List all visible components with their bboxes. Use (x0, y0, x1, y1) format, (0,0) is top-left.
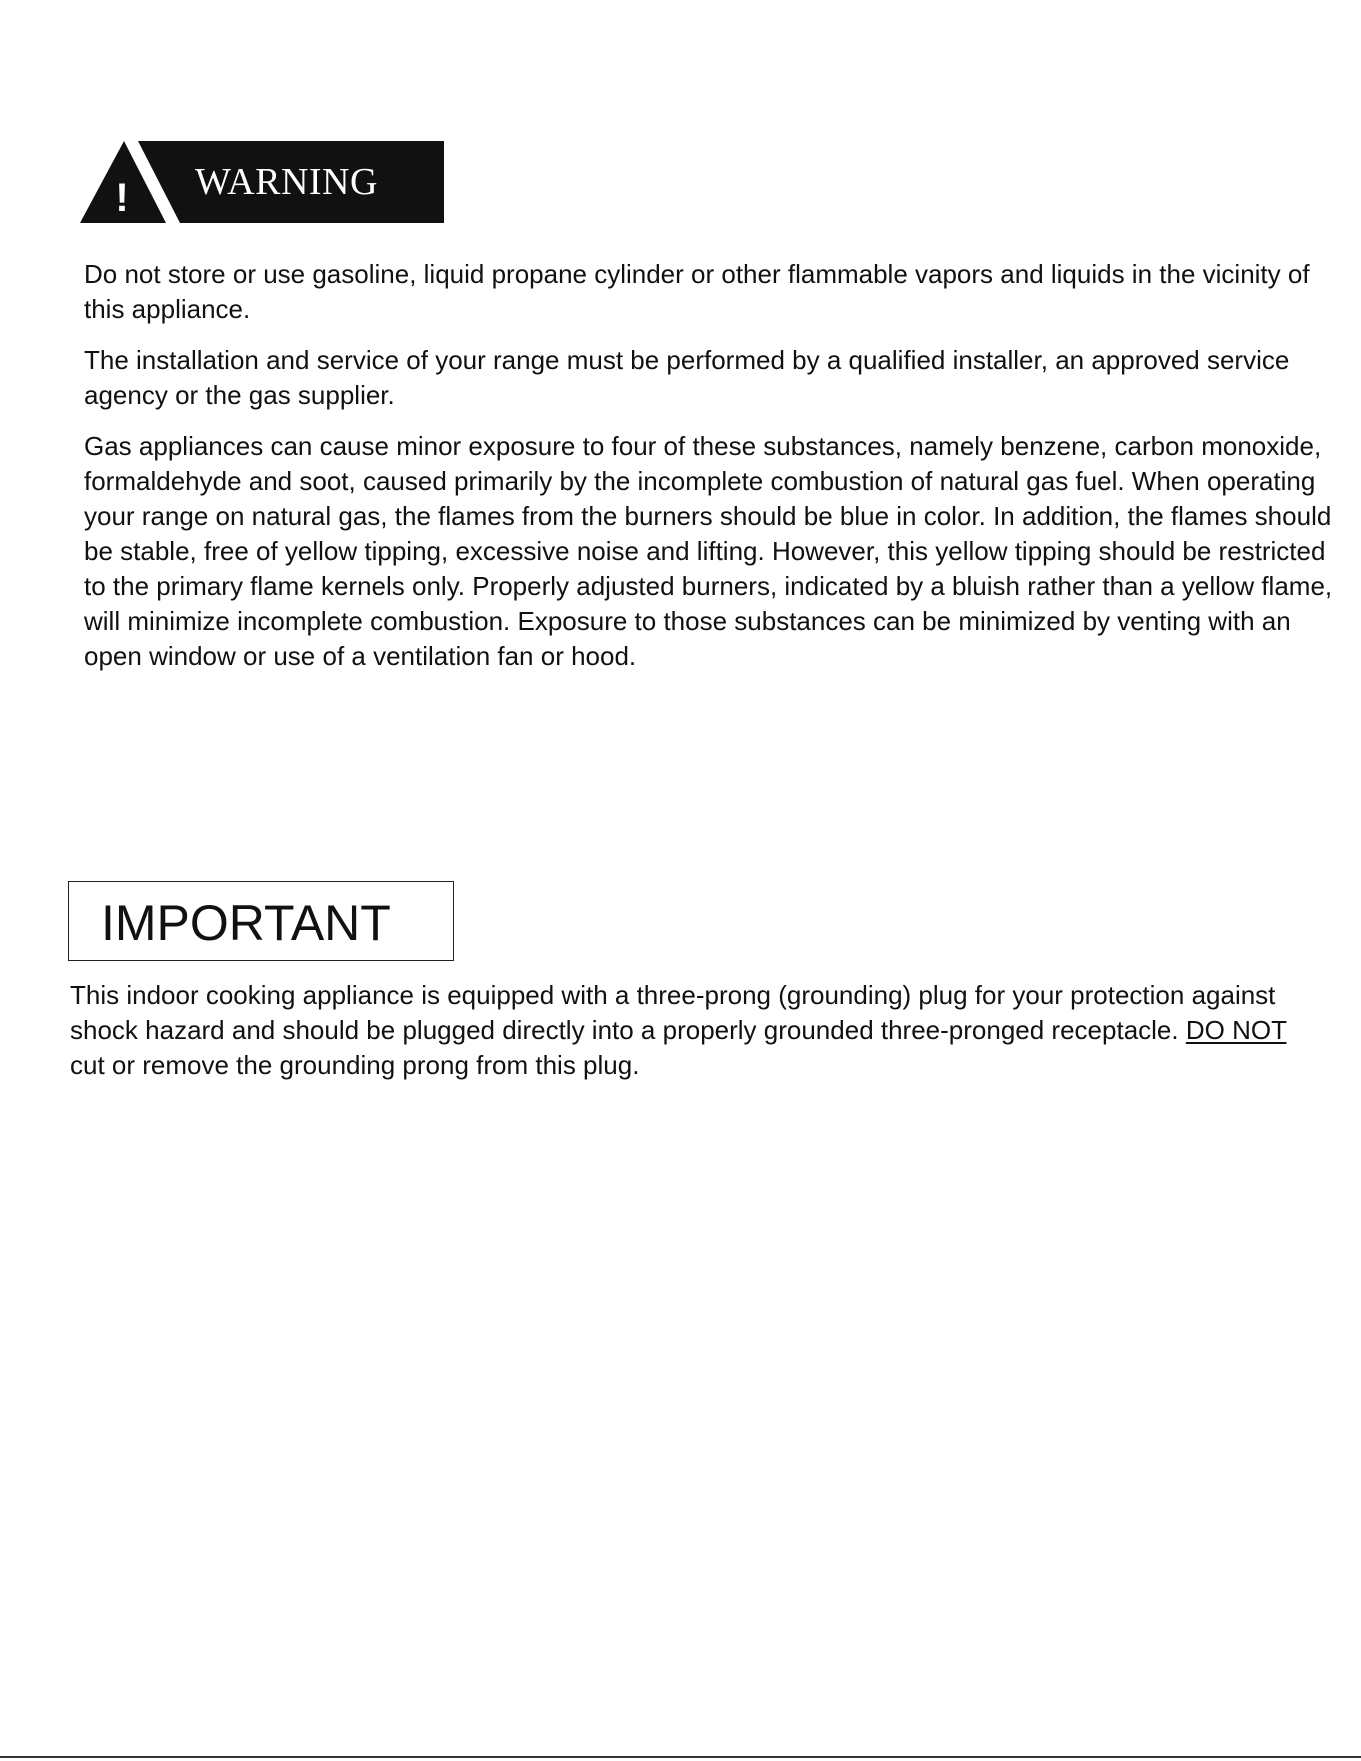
page-bottom-rule (0, 1756, 1361, 1758)
warning-paragraph-flammables: Do not store or use gasoline, liquid propane cylinder or other flammable vapors and liquids in the vicinity of this appliance. (84, 259, 1310, 324)
important-paragraph-grounding (70, 978, 1320, 1083)
important-box (68, 881, 454, 961)
exclamation-icon: ! (115, 176, 129, 220)
warning-paragraph-installation: The installation and service of your range must be performed by a qualified installer, an approved service agency or the gas supplier. (84, 345, 1290, 410)
important-label: IMPORTANT (101, 895, 391, 951)
important-emphasis-do-not: DO NOT (1185, 1015, 1287, 1045)
warning-banner (80, 141, 444, 223)
warning-label: WARNING (195, 161, 378, 203)
warning-paragraph-gas-exposure: Gas appliances can cause minor exposure to four of these substances, namely benzene, carbon monoxide, formaldehyde and soot, caused primarily by the incomplete combustion of natural gas fuel. When operating your range on natural gas, the flames from the burners should be blue in color. In addition, the flames should be stable, free of yellow tipping, excessive noise and lifting. However, this yellow tipping should be restricted to the primary flame kernels only. Properly adjusted burners, indicated by a bluish rather than a yellow flame, will minimize incomplete combustion. Exposure to those substances can be minimized by venting with an open window or use of a ventilation fan or hood. (84, 431, 1333, 671)
important-text-before: This indoor cooking appliance is equipped with a three-prong (grounding) plug for your protection against shock hazard and should be plugged directly into a properly grounded three-pronged receptacle. (70, 980, 1276, 1045)
important-text-after: cut or remove the grounding prong from this plug. (70, 1050, 640, 1080)
